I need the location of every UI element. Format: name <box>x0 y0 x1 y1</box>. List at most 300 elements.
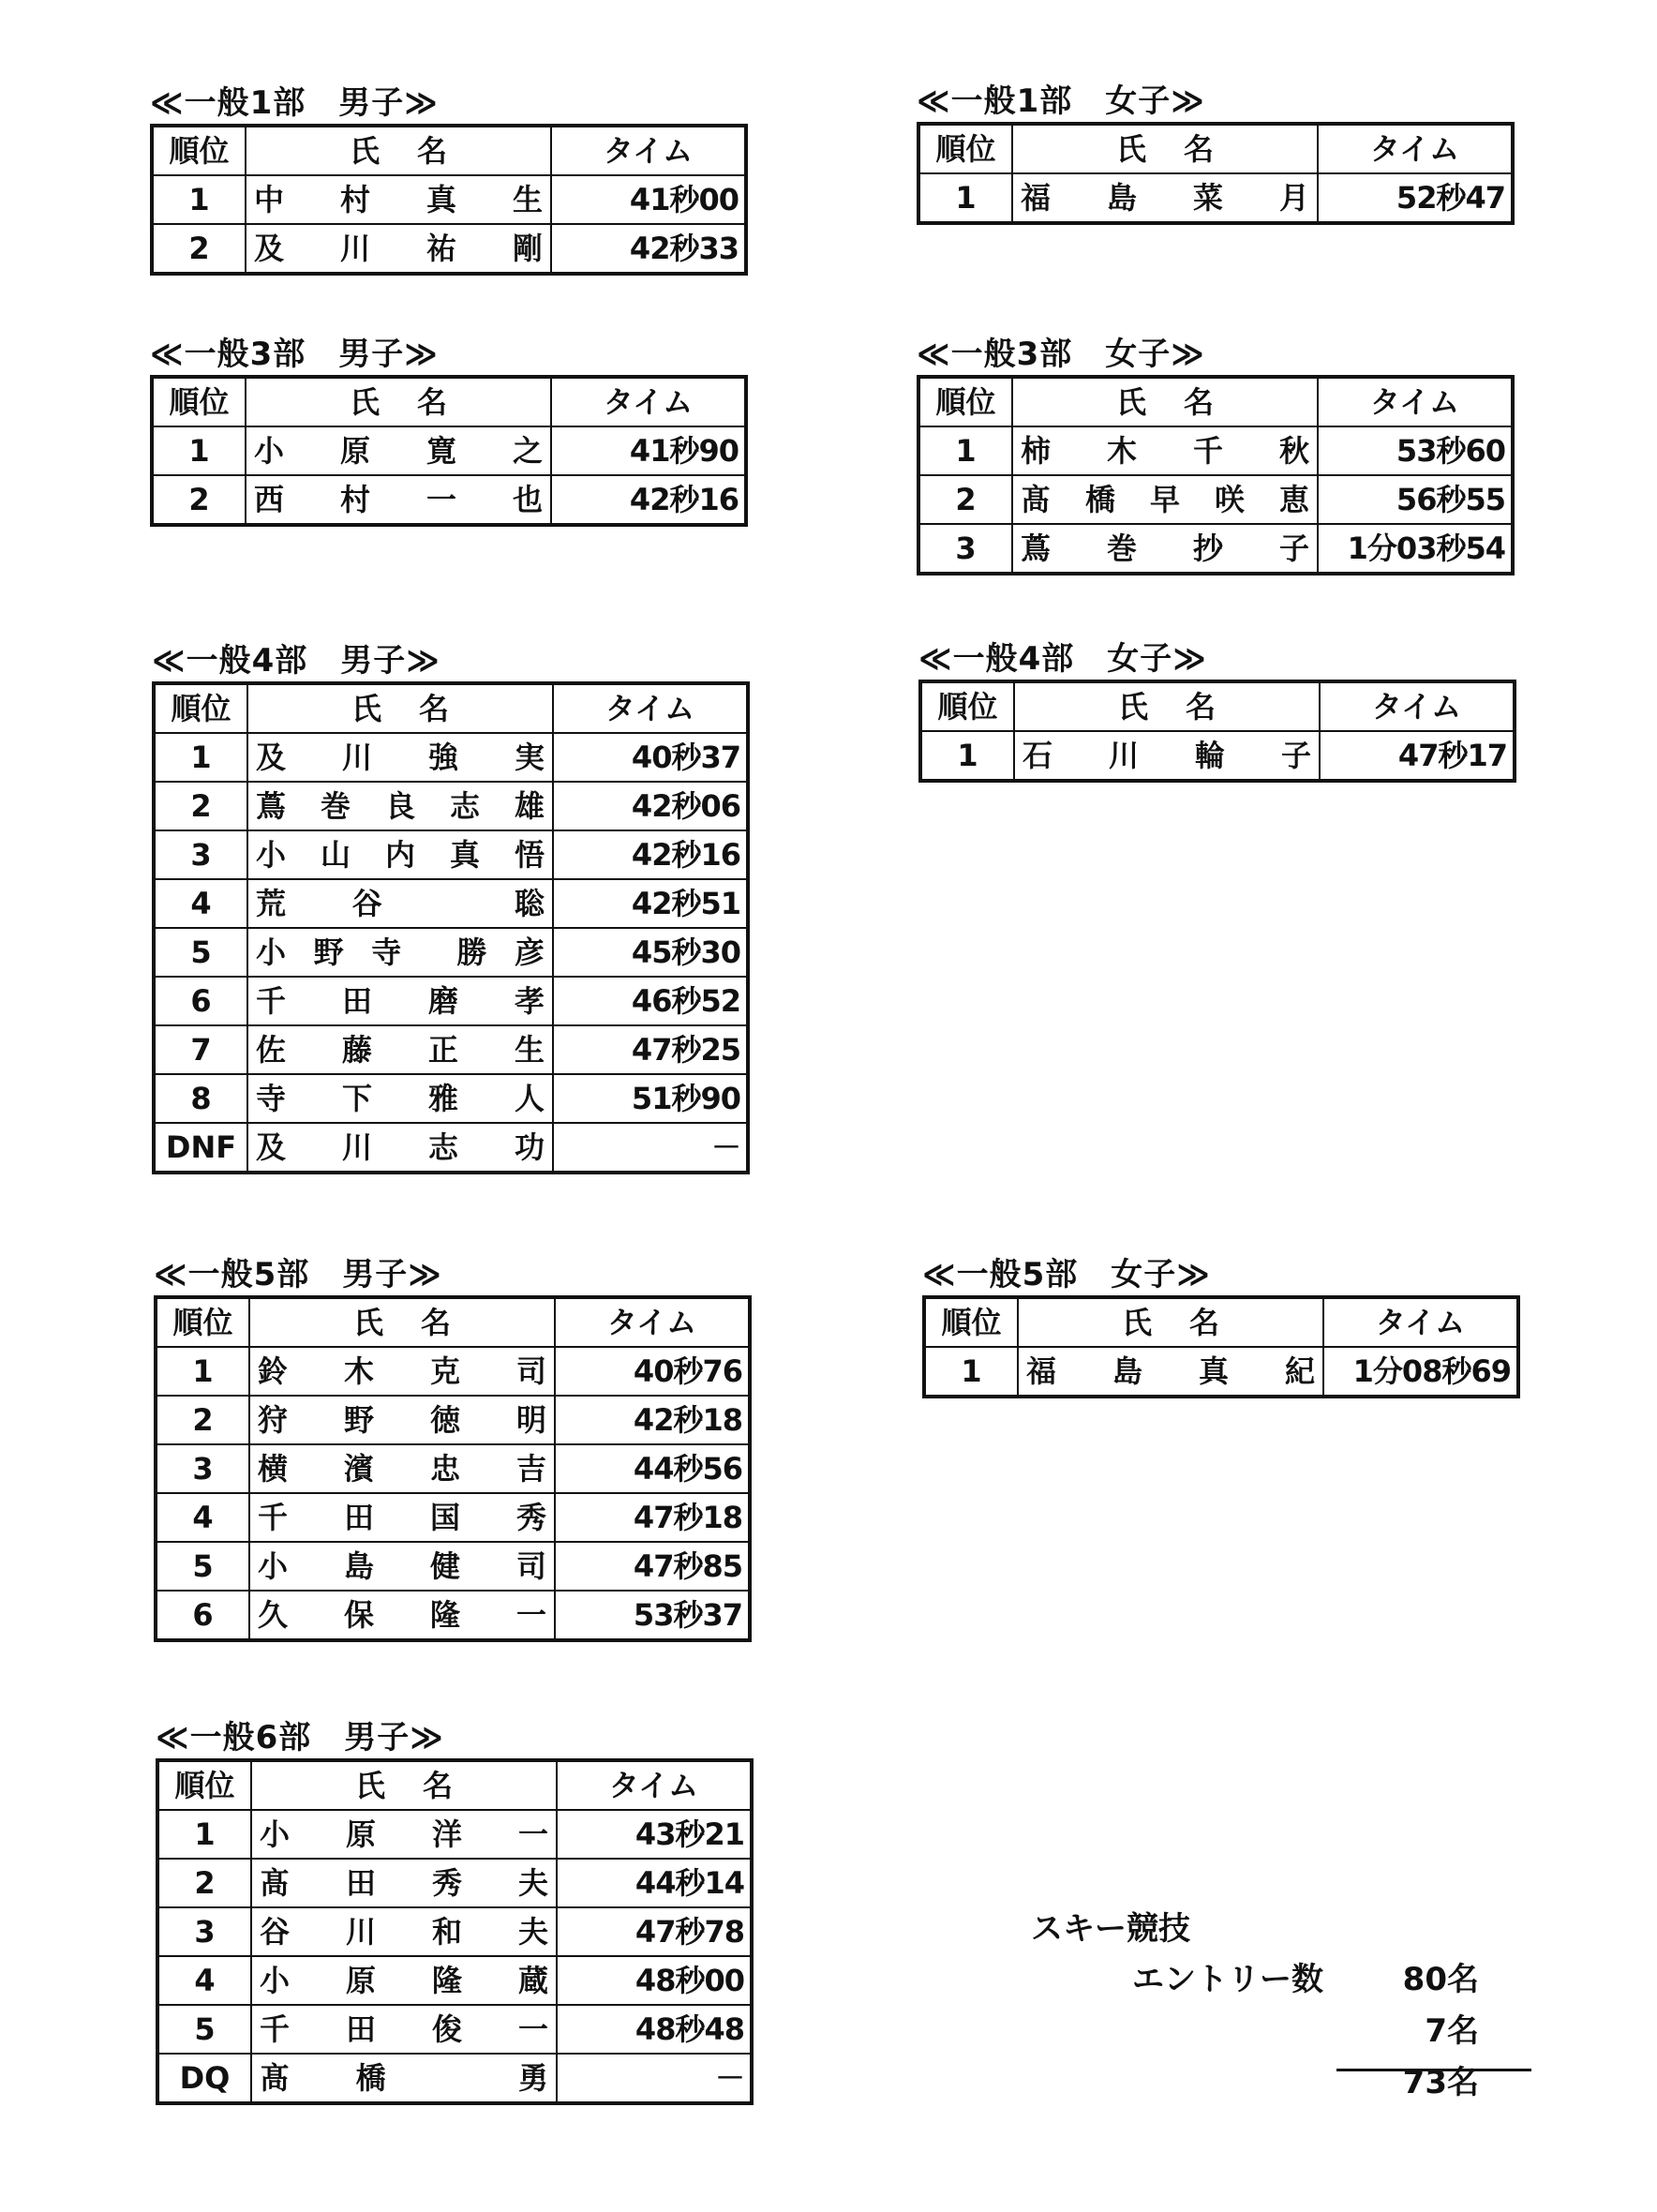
results-table <box>150 124 748 276</box>
name-cell <box>247 1074 553 1123</box>
name-char: 谷 <box>260 1914 291 1950</box>
results-table <box>150 375 748 527</box>
rank-cell: 1 <box>918 426 1012 475</box>
name-char: 真 <box>425 182 456 217</box>
table-row <box>156 1493 750 1542</box>
name-cell <box>246 224 551 274</box>
entry-label: エントリー数 <box>1132 1961 1323 1998</box>
section-f4 <box>918 638 1516 783</box>
name-char: 人 <box>514 1081 545 1116</box>
rank-cell: 2 <box>918 475 1012 524</box>
name-char: 司 <box>515 1548 546 1584</box>
name-char: 原 <box>345 1963 376 1998</box>
results-table <box>922 1295 1520 1398</box>
name-char: 生 <box>512 182 543 217</box>
time-cell: 48秒48 <box>557 2005 752 2054</box>
name-char: 野 <box>313 934 344 970</box>
time-cell: 47秒25 <box>553 1025 748 1074</box>
rank-cell: 3 <box>156 1444 249 1493</box>
name-cell <box>1012 173 1318 223</box>
name-char: 島 <box>1106 180 1137 216</box>
name-char: 横 <box>258 1451 289 1487</box>
name-char: 千 <box>258 1500 289 1535</box>
rank-cell: 3 <box>157 1907 251 1956</box>
name-char: 志 <box>427 1129 458 1165</box>
name-char: 忠 <box>429 1451 460 1487</box>
table-row <box>154 830 748 879</box>
name-char: 髙 <box>1021 482 1052 517</box>
name-char: 西 <box>254 482 285 517</box>
name-char: 咲 <box>1214 482 1245 517</box>
time-cell: 42秒18 <box>555 1396 750 1444</box>
rank-cell: 2 <box>154 782 247 830</box>
header-time: タイム <box>557 1760 752 1810</box>
time-cell: 43秒21 <box>557 1810 752 1859</box>
name-char: 村 <box>339 482 370 517</box>
name-char: 内 <box>384 837 415 873</box>
name-char: 髙 <box>260 2060 291 2096</box>
name-cell <box>1018 1347 1323 1397</box>
table-row <box>157 1859 752 1907</box>
header-time: タイム <box>551 377 746 426</box>
name-char: 蔦 <box>256 788 287 824</box>
entry-count: 80名 <box>1402 1961 1479 1998</box>
name-cell <box>247 977 553 1025</box>
name-char: 木 <box>343 1353 374 1389</box>
table-row <box>920 731 1515 781</box>
rank-cell: 3 <box>154 830 247 879</box>
name-cell <box>1012 475 1318 524</box>
name-char: 小 <box>260 1963 291 1998</box>
name-char: 雄 <box>514 788 545 824</box>
name-char: 久 <box>258 1597 289 1633</box>
rank-cell: 1 <box>918 173 1012 223</box>
name-char: 吉 <box>515 1451 546 1487</box>
name-cell <box>251 1810 557 1859</box>
rank-cell: 6 <box>154 977 247 1025</box>
table-row <box>154 1074 748 1123</box>
name-char: 月 <box>1278 180 1309 216</box>
header-rank: 順位 <box>918 377 1012 426</box>
name-cell <box>246 475 551 525</box>
name-char: 島 <box>1112 1353 1142 1389</box>
table-row <box>156 1396 750 1444</box>
name-char: 原 <box>339 433 370 469</box>
header-name: 氏名 <box>249 1297 555 1347</box>
time-cell: 56秒55 <box>1318 475 1513 524</box>
section-title: ≪一般4部 男子≫ <box>152 642 440 680</box>
section-title: ≪一般6部 男子≫ <box>156 1719 444 1756</box>
name-char: 小 <box>254 433 285 469</box>
time-cell: － <box>553 1123 748 1173</box>
table-row <box>154 879 748 928</box>
name-char: 寺 <box>371 934 402 970</box>
time-cell: 42秒51 <box>553 879 748 928</box>
header-time: タイム <box>551 126 746 175</box>
name-cell <box>249 1396 555 1444</box>
time-cell: 41秒90 <box>551 426 746 475</box>
rank-cell: 5 <box>156 1542 249 1591</box>
rank-cell: 1 <box>154 733 247 782</box>
name-cell <box>1012 524 1318 574</box>
rank-cell: 5 <box>157 2005 251 2054</box>
total-count: 73名 <box>1402 2064 1479 2101</box>
section-title: ≪一般4部 女子≫ <box>918 640 1207 678</box>
time-cell: 44秒14 <box>557 1859 752 1907</box>
table-row <box>156 1591 750 1640</box>
rank-cell: 4 <box>156 1493 249 1542</box>
name-char: 濱 <box>343 1451 374 1487</box>
table-row <box>157 1810 752 1859</box>
name-char: 川 <box>341 740 372 775</box>
name-char: 狩 <box>258 1402 289 1438</box>
name-char: 真 <box>449 837 480 873</box>
time-cell: 42秒16 <box>553 830 748 879</box>
table-row <box>152 426 746 475</box>
header-row <box>920 681 1515 731</box>
name-char: 真 <box>1198 1353 1229 1389</box>
header-name: 氏名 <box>1012 124 1318 173</box>
name-cell <box>249 1542 555 1591</box>
header-time: タイム <box>555 1297 750 1347</box>
table-row <box>154 1123 748 1173</box>
time-cell: 44秒56 <box>555 1444 750 1493</box>
name-char: 佐 <box>256 1032 287 1068</box>
name-char: 巻 <box>320 788 351 824</box>
header-rank: 順位 <box>924 1297 1018 1347</box>
section-f3 <box>917 334 1515 575</box>
results-table <box>917 375 1515 575</box>
header-row <box>918 377 1513 426</box>
name-char: 荒 <box>256 886 287 921</box>
name-char: 小 <box>258 1548 289 1584</box>
name-char: 田 <box>341 983 372 1019</box>
name-char: 柿 <box>1021 433 1052 469</box>
name-char: 良 <box>384 788 415 824</box>
name-cell <box>1014 731 1320 781</box>
time-cell: 48秒00 <box>557 1956 752 2005</box>
rank-cell: 7 <box>154 1025 247 1074</box>
name-char: 川 <box>339 231 370 266</box>
name-char: 野 <box>343 1402 374 1438</box>
name-char: 早 <box>1149 482 1180 517</box>
table-row <box>157 1956 752 2005</box>
header-name: 氏名 <box>246 377 551 426</box>
table-row <box>152 475 746 525</box>
name-char: 原 <box>345 1816 376 1852</box>
rank-cell: 1 <box>156 1347 249 1396</box>
name-char: 川 <box>341 1129 372 1165</box>
table-row <box>156 1347 750 1396</box>
name-char: 勇 <box>517 2060 548 2096</box>
name-char: 巻 <box>1106 531 1137 566</box>
name-cell <box>249 1347 555 1396</box>
name-cell <box>249 1493 555 1542</box>
header-name: 氏名 <box>1014 681 1320 731</box>
rank-cell: 5 <box>154 928 247 977</box>
name-char: 寺 <box>256 1081 287 1116</box>
time-cell: 47秒78 <box>557 1907 752 1956</box>
table-row <box>152 224 746 274</box>
name-char: 木 <box>1106 433 1137 469</box>
header-rank: 順位 <box>156 1297 249 1347</box>
name-char: 和 <box>431 1914 462 1950</box>
name-char: 輪 <box>1194 738 1225 773</box>
name-char: 子 <box>1280 738 1311 773</box>
header-rank: 順位 <box>154 683 247 733</box>
section-title: ≪一般1部 女子≫ <box>917 82 1205 120</box>
section-title: ≪一般3部 男子≫ <box>150 336 439 373</box>
rank-cell: 4 <box>157 1956 251 2005</box>
name-cell <box>247 879 553 928</box>
name-cell <box>1012 426 1318 475</box>
header-row <box>918 124 1513 173</box>
section-m3 <box>150 334 748 527</box>
rank-cell: 1 <box>924 1347 1018 1397</box>
name-char: 国 <box>429 1500 460 1535</box>
header-time: タイム <box>553 683 748 733</box>
rank-cell: 1 <box>152 175 246 224</box>
name-cell <box>251 1907 557 1956</box>
header-rank: 順位 <box>920 681 1014 731</box>
name-char: 蔵 <box>517 1963 548 1998</box>
section-m1 <box>150 82 748 276</box>
name-cell <box>251 1859 557 1907</box>
header-name: 氏名 <box>247 683 553 733</box>
table-row <box>154 782 748 830</box>
name-char: 聡 <box>514 886 545 921</box>
name-char: 功 <box>514 1129 545 1165</box>
time-cell: 47秒85 <box>555 1542 750 1591</box>
rank-cell: 3 <box>918 524 1012 574</box>
name-char: 藤 <box>341 1032 372 1068</box>
table-row <box>157 2054 752 2103</box>
table-row <box>154 928 748 977</box>
header-name: 氏名 <box>1018 1297 1323 1347</box>
table-row <box>152 175 746 224</box>
name-cell <box>251 1956 557 2005</box>
name-char: 千 <box>256 983 287 1019</box>
time-cell: 42秒33 <box>551 224 746 274</box>
name-char: 保 <box>343 1597 374 1633</box>
name-char: 志 <box>449 788 480 824</box>
table-row <box>918 524 1513 574</box>
header-rank: 順位 <box>918 124 1012 173</box>
section-title: ≪一般1部 男子≫ <box>150 84 439 122</box>
name-char: 小 <box>256 837 287 873</box>
name-char: 磨 <box>427 983 458 1019</box>
name-char: 小 <box>260 1816 291 1852</box>
name-char: 千 <box>1192 433 1223 469</box>
time-cell: 53秒60 <box>1318 426 1513 475</box>
name-char: 及 <box>256 1129 287 1165</box>
name-char: 徳 <box>429 1402 460 1438</box>
header-name: 氏名 <box>246 126 551 175</box>
name-char: 孝 <box>514 983 545 1019</box>
section-m5 <box>154 1254 752 1642</box>
table-row <box>157 1907 752 1956</box>
rank-cell: DQ <box>157 2054 251 2103</box>
time-cell: 47秒18 <box>555 1493 750 1542</box>
name-char: 一 <box>517 2011 548 2047</box>
results-table <box>154 1295 752 1642</box>
name-char: 俊 <box>431 2011 462 2047</box>
rank-cell: 2 <box>152 475 246 525</box>
name-cell <box>247 782 553 830</box>
name-char: 一 <box>515 1597 546 1633</box>
name-char: 田 <box>343 1500 374 1535</box>
name-char: 寛 <box>425 433 456 469</box>
name-char: 健 <box>429 1548 460 1584</box>
time-cell: 47秒17 <box>1320 731 1515 781</box>
header-row <box>152 126 746 175</box>
name-char: 及 <box>256 740 287 775</box>
name-char: 及 <box>254 231 285 266</box>
name-char: 夫 <box>517 1865 548 1901</box>
name-cell <box>247 1025 553 1074</box>
name-char: 田 <box>345 2011 376 2047</box>
name-char: 島 <box>343 1548 374 1584</box>
header-time: タイム <box>1318 124 1513 173</box>
name-char: 秀 <box>431 1865 462 1901</box>
name-char: 勝 <box>456 934 487 970</box>
name-char: 中 <box>254 182 285 217</box>
name-cell <box>247 733 553 782</box>
name-char: 石 <box>1023 738 1053 773</box>
name-cell <box>249 1444 555 1493</box>
time-cell: 52秒47 <box>1318 173 1513 223</box>
rank-cell: 6 <box>156 1591 249 1640</box>
name-char: 克 <box>429 1353 460 1389</box>
name-char: 明 <box>515 1402 546 1438</box>
rank-cell: DNF <box>154 1123 247 1173</box>
name-char: 千 <box>260 2011 291 2047</box>
rank-cell: 2 <box>157 1859 251 1907</box>
rank-cell: 8 <box>154 1074 247 1123</box>
section-m6 <box>156 1717 754 2105</box>
name-cell <box>246 175 551 224</box>
name-char: 川 <box>1108 738 1139 773</box>
time-cell: 42秒06 <box>553 782 748 830</box>
name-char: 菜 <box>1192 180 1223 216</box>
name-char: 蔦 <box>1021 531 1052 566</box>
time-cell: 53秒37 <box>555 1591 750 1640</box>
name-char: 隆 <box>429 1597 460 1633</box>
time-cell: 40秒76 <box>555 1347 750 1396</box>
section-f1 <box>917 81 1515 225</box>
name-char: 生 <box>514 1032 545 1068</box>
name-char: 司 <box>515 1353 546 1389</box>
time-cell: 45秒30 <box>553 928 748 977</box>
name-char: 谷 <box>351 886 382 921</box>
name-char: 下 <box>341 1081 372 1116</box>
table-row <box>918 475 1513 524</box>
rank-cell: 4 <box>154 879 247 928</box>
name-cell <box>247 928 553 977</box>
results-table <box>918 680 1516 783</box>
name-char: 也 <box>512 482 543 517</box>
section-title: ≪一般5部 男子≫ <box>154 1256 442 1293</box>
name-char: 福 <box>1026 1353 1057 1389</box>
name-cell <box>251 2054 557 2103</box>
name-char: 強 <box>427 740 458 775</box>
name-cell <box>251 2005 557 2054</box>
time-cell: － <box>557 2054 752 2103</box>
header-row <box>156 1297 750 1347</box>
name-cell <box>246 426 551 475</box>
name-char: 髙 <box>260 1865 291 1901</box>
section-title: ≪一般3部 女子≫ <box>917 336 1205 373</box>
name-char: 祐 <box>425 231 456 266</box>
name-char: 夫 <box>517 1914 548 1950</box>
header-rank: 順位 <box>152 126 246 175</box>
name-cell <box>247 830 553 879</box>
name-char: 福 <box>1021 180 1052 216</box>
header-row <box>154 683 748 733</box>
header-row <box>157 1760 752 1810</box>
section-f5 <box>922 1254 1520 1398</box>
name-char: 秋 <box>1278 433 1309 469</box>
name-char: 秀 <box>515 1500 546 1535</box>
name-char: 小 <box>256 934 287 970</box>
time-cell: 40秒37 <box>553 733 748 782</box>
section-m4 <box>152 640 750 1174</box>
rank-cell: 1 <box>920 731 1014 781</box>
name-char: 洋 <box>431 1816 462 1852</box>
name-char: 雅 <box>427 1081 458 1116</box>
name-char: 恵 <box>1278 482 1309 517</box>
name-char: 紀 <box>1284 1353 1315 1389</box>
name-char: 川 <box>345 1914 376 1950</box>
table-row <box>157 2005 752 2054</box>
excluded-count: 7名 <box>1425 2012 1479 2050</box>
time-cell: 1分03秒54 <box>1318 524 1513 574</box>
name-char: 抄 <box>1192 531 1223 566</box>
header-row <box>924 1297 1518 1347</box>
rank-cell: 1 <box>157 1810 251 1859</box>
header-time: タイム <box>1320 681 1515 731</box>
header-rank: 順位 <box>152 377 246 426</box>
table-row <box>154 1025 748 1074</box>
name-char: 鈴 <box>258 1353 289 1389</box>
header-time: タイム <box>1318 377 1513 426</box>
results-table <box>917 122 1515 225</box>
name-char: 一 <box>425 482 456 517</box>
name-char: 悟 <box>514 837 545 873</box>
name-char: 橋 <box>1084 482 1115 517</box>
results-table <box>156 1758 754 2105</box>
header-time: タイム <box>1323 1297 1518 1347</box>
name-char: 剛 <box>512 231 543 266</box>
header-name: 氏名 <box>1012 377 1318 426</box>
table-row <box>918 173 1513 223</box>
name-char: 橋 <box>355 2060 386 2096</box>
name-char: 実 <box>514 740 545 775</box>
table-row <box>924 1347 1518 1397</box>
name-cell <box>247 1123 553 1173</box>
time-cell: 1分08秒69 <box>1323 1347 1518 1397</box>
header-row <box>152 377 746 426</box>
name-char: 彦 <box>514 934 545 970</box>
name-cell <box>249 1591 555 1640</box>
rank-cell: 2 <box>156 1396 249 1444</box>
name-char: 隆 <box>431 1963 462 1998</box>
table-row <box>156 1444 750 1493</box>
results-table <box>152 681 750 1174</box>
table-row <box>156 1542 750 1591</box>
rank-cell: 2 <box>152 224 246 274</box>
section-title: ≪一般5部 女子≫ <box>922 1256 1211 1293</box>
